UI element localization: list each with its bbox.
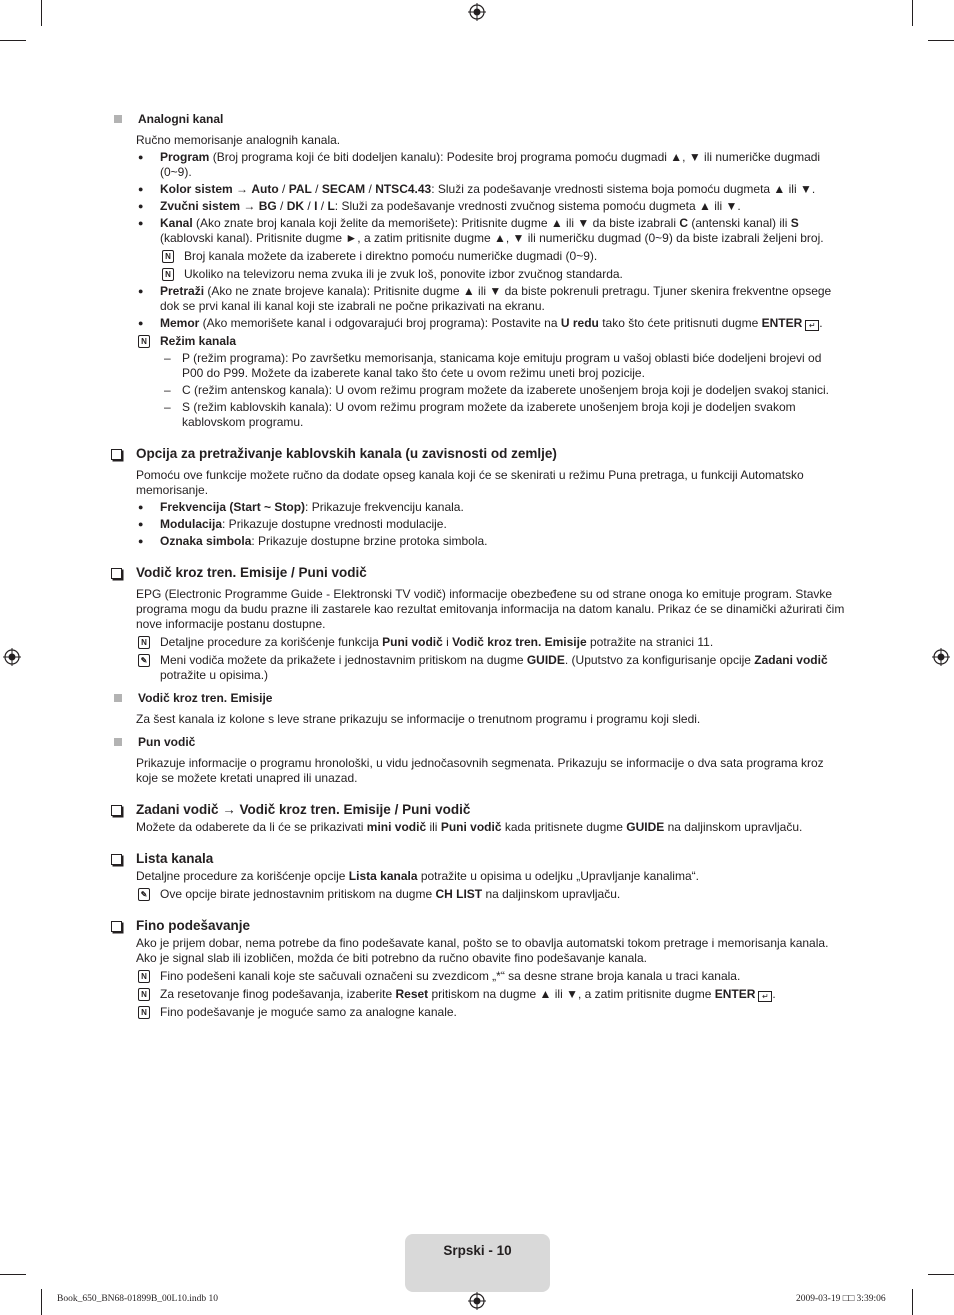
analog-intro: Ručno memorisanje analognih kanala. (136, 133, 341, 147)
section-default-guide (110, 802, 845, 818)
subsection-title: Analogni kanal (138, 112, 224, 126)
trim-mark-top-right-h (928, 40, 954, 41)
list-item-color-system: ● Kolor sistem → Auto / PAL / SECAM / NTSC4.43: Služi za podešavanje vrednosti sistema boja pomoću dugmeta ▲ ili ▼. (136, 182, 845, 197)
analog-options-list (136, 150, 845, 246)
section-guide (110, 565, 845, 581)
note-guide-procedures: N Detaljne procedure za korišćenje funkcija Puni vodič i Vodič kroz tren. Emisije potražite na stranici 11. (136, 635, 845, 650)
gray-square-bullet-icon (114, 738, 122, 746)
list-item-channel: ● Kanal (Ako znate broj kanala koji želite da memorišete): Pritisnite dugme ▲ ili ▼ da biste izabrali C (antenski kanal) ili S (kablovski kanal). Pritisnite dugme ►, a zatim pritisnite dugme ▲, ▼ ili numeričku dugmad (0~9) da biste izabrali željeni broj. (136, 216, 845, 246)
subsection-analog-channel (110, 112, 845, 127)
subsection-title: Vodič kroz tren. Emisije (138, 691, 273, 705)
list-item-memory: ● Memor (Ako memorišete kanal i odgovarajući broj programa): Postavite na U redu tako što ćete pritisnuti dugme ENTER ↵ . (136, 316, 845, 331)
note-icon: N (138, 1006, 150, 1019)
trim-mark-bottom-right-h (928, 1274, 954, 1275)
checkbox-bullet-icon (111, 449, 122, 460)
subsection-title: Pun vodič (138, 735, 196, 749)
dash-item: – P (režim programa): Po završetku memorisanja, stanicama koje emituju program u vašoj oblasti biće dodeljeni brojevi od P00 do P99. Možete da izaberete kanal tako što ćete u ovom režimu uneti broj pozicije. (160, 351, 845, 381)
analog-options-list-2 (136, 284, 845, 331)
default-guide-text: Možete da odaberete da li će se prikazivati mini vodič ili Puni vodič kada pritisnete dugme GUIDE na daljinskom upravljaču. (136, 820, 803, 834)
now-next-text: Za šest kanala iz kolone s leve strane prikazuju se informacije o trenutnom programu i programu koji sledi. (136, 712, 701, 726)
footer-file-info: Book_650_BN68-01899B_00L10.indb 10 (57, 1294, 218, 1304)
note-ch-list-button: ✎ Ove opcije birate jednostavnim pritiskom na dugme CH LIST na daljinskom upravljaču. (136, 887, 845, 902)
note-fine-tune-reset: N Za resetovanje finog podešavanja, izaberite Reset pritiskom na dugme ▲ ili ▼, a zatim pritisnite dugme ENTER ↵ . (136, 987, 845, 1002)
guide-intro: EPG (Electronic Programme Guide - Elektronski TV vodič) informacije obezbeđene su od strane onoga ko emituje program. Stavke programa mogu da budu prazne ili zastarele kao rezultat emitovanja informacija na datom kanalu. Prikaz će se dinamički ažurirati čim nove informacije postanu dostupne. (136, 587, 845, 631)
remote-note-icon: ✎ (138, 888, 150, 901)
note-icon: N (138, 335, 150, 348)
note-channel-mode: N Režim kanala (136, 334, 845, 349)
note-icon: N (162, 250, 174, 263)
remote-note-icon: ✎ (138, 654, 150, 667)
trim-mark-top-right-v (912, 0, 913, 26)
note-icon: N (138, 988, 150, 1001)
section-title: Opcija za pretraživanje kablovskih kanala (u zavisnosti od zemlje) (136, 446, 557, 461)
dash-item: – S (režim kablovskih kanala): U ovom režimu program možete da izaberete unošenjem broja koji je dodeljen svakom kablovskom programu. (160, 400, 845, 430)
footer-timestamp: 2009-03-19 □□ 3:39:06 (796, 1294, 886, 1304)
note-sound-standard: N Ukoliko na televizoru nema zvuka ili je zvuk loš, ponovite izbor zvučnog standarda. (160, 267, 845, 282)
fine-tune-intro: Ako je prijem dobar, nema potrebe da fino podešavate kanal, pošto se to obavlja automatski tokom pretrage i memorisanja kanala. Ako je signal slab ili izobličen, možda će biti potrebno da ručno obavite fino podešavanje kanala. (136, 936, 829, 965)
cable-search-list (136, 500, 845, 549)
list-item-symbol-rate: ● Oznaka simbola: Prikazuje dostupne brzine protoka simbola. (136, 534, 845, 549)
section-title: Vodič kroz tren. Emisije / Puni vodič (136, 565, 367, 580)
gray-square-bullet-icon (114, 694, 122, 702)
note-fine-tune-analog: N Fino podešavanje je moguće samo za analogne kanale. (136, 1005, 845, 1020)
note-icon: N (162, 268, 174, 281)
list-item-sound-system: ● Zvučni sistem → BG / DK / I / L: Služi za podešavanje vrednosti zvučnog sistema pomoću dugmeta ▲ ili ▼. (136, 199, 845, 214)
section-title: Zadani vodič → Vodič kroz tren. Emisije / Puni vodič (136, 802, 471, 817)
trim-mark-bottom-left-h (0, 1274, 26, 1275)
checkbox-bullet-icon (111, 568, 122, 579)
section-title: Fino podešavanje (136, 918, 251, 933)
note-fine-tune-star: N Fino podešeni kanali koje ste sačuvali označeni su zvezdicom „*“ sa desne strane broja kanala u traci kanala. (136, 969, 845, 984)
trim-mark-bottom-right-v (912, 1289, 913, 1315)
section-fine-tune (110, 918, 845, 934)
checkbox-bullet-icon (111, 854, 122, 865)
registration-mark-icon (468, 3, 486, 21)
note-icon: N (138, 636, 150, 649)
manual-page-content (110, 108, 845, 1020)
gray-square-bullet-icon (114, 115, 122, 123)
section-channel-list (110, 851, 845, 867)
trim-mark-top-left-h (0, 40, 26, 41)
list-item-search: ● Pretraži (Ako ne znate brojeve kanala): Pritisnite dugme ▲ ili ▼ da biste pokrenuli pretragu. Tjuner skenira frekventne opsege dok se prvi kanal ili kanal koji ste izabrali ne počne prikazivati na ekranu. (136, 284, 845, 314)
registration-mark-icon (468, 1292, 486, 1310)
trim-mark-top-left-v (41, 0, 42, 26)
enter-key-icon: ↵ (758, 991, 772, 1002)
full-guide-text: Prikazuje informacije o programu hronološki, u vidu jednočasovnih segmenata. Prikazuju se informacije o dva sata programa kroz koje se možete kretati unapred ili unazad. (136, 756, 824, 785)
enter-key-icon: ↵ (805, 320, 819, 331)
cable-search-intro: Pomoću ove funkcije možete ručno da dodate opseg kanala koji će se skenirati u režimu Puna pretraga, u funkciji Automatsko memorisanje. (136, 468, 804, 497)
note-guide-button: ✎ Meni vodiča možete da prikažete i jednostavnim pritiskom na dugme GUIDE. (Uputstvo za konfigurisanje opcije Zadani vodič potražite u opisima.) (136, 653, 845, 683)
registration-mark-icon (932, 648, 950, 666)
dash-item: – C (režim antenskog kanala): U ovom režimu program možete da izaberete unošenjem broja koji je dodeljen svakoj stanici. (160, 383, 845, 398)
subsection-full-guide (110, 735, 845, 750)
section-cable-search-option (110, 446, 845, 462)
note-icon: N (138, 970, 150, 983)
note-channel-direct: N Broj kanala možete da izaberete i direktno pomoću numeričke dugmadi (0~9). (160, 249, 845, 264)
channel-list-text: Detaljne procedure za korišćenje opcije Lista kanala potražite u opisima u odeljku „Upravljanje kanalima“. (136, 869, 699, 883)
checkbox-bullet-icon (111, 805, 122, 816)
list-item-modulation: ● Modulacija: Prikazuje dostupne vrednosti modulacije. (136, 517, 845, 532)
page-number-tab (405, 1234, 550, 1292)
trim-mark-bottom-left-v (41, 1289, 42, 1315)
registration-mark-icon (3, 648, 21, 666)
list-item-frequency: ● Frekvencija (Start ~ Stop): Prikazuje frekvenciju kanala. (136, 500, 845, 515)
page-number: Srpski - 10 (443, 1243, 512, 1258)
section-title: Lista kanala (136, 851, 214, 866)
list-item-program: ● Program (Broj programa koji će biti dodeljen kanalu): Podesite broj programa pomoću dugmadi ▲, ▼ ili numeričke dugmadi (0~9). (136, 150, 845, 180)
checkbox-bullet-icon (111, 921, 122, 932)
subsection-now-next (110, 691, 845, 706)
